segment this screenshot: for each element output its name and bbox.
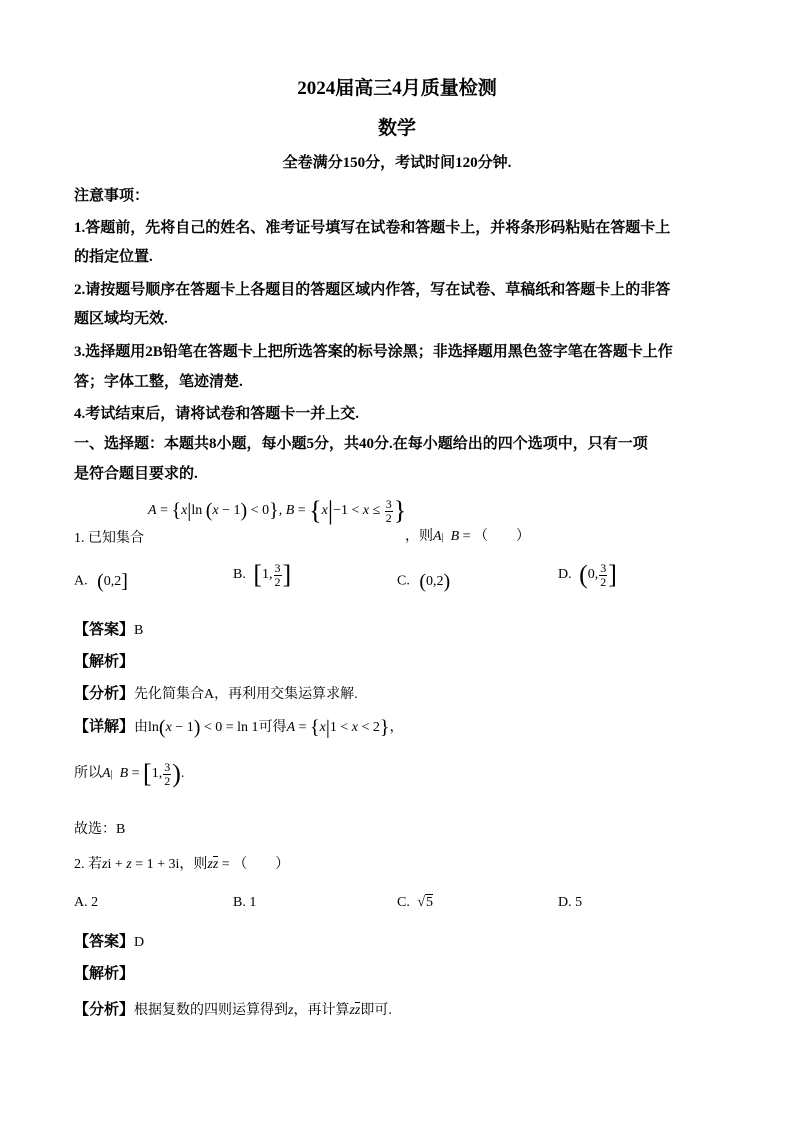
q2-fenxi-b: ，再计算 <box>293 1003 350 1018</box>
q1-option-c <box>397 570 450 593</box>
q1-option-d-label: D. <box>558 567 572 583</box>
q1-option-c-value: (0,2) <box>419 570 451 592</box>
q1-analysis-tag: 【解析】 <box>74 654 135 670</box>
subject-title: 数学 <box>377 118 416 139</box>
q1-answer-tag: 【答案】 <box>74 622 135 638</box>
section-heading-line2: 是符合题目要求的. <box>74 466 198 482</box>
q2-mid: ，则 <box>179 857 208 872</box>
q1-so-prefix: 所以 <box>74 766 102 782</box>
q1-detail-prefix: 由 <box>134 720 149 735</box>
q2-option-b-value: 1 <box>249 895 257 910</box>
q1-suffix: ，则 <box>405 529 433 544</box>
q1-answer <box>74 618 143 639</box>
q2-stem <box>74 853 289 873</box>
q2-prefix: 若 <box>88 857 102 872</box>
notice-item-2-line2: 题区域均无效. <box>74 311 168 327</box>
section-heading-line1: 一、选择题：本题共8小题，每小题5分，共40分.在每小题给出的四个选项中，只有一项 <box>74 436 648 452</box>
q2-option-b-label: B. <box>233 895 246 910</box>
q2-target: zz = <box>207 857 234 872</box>
q2-option-a-value: 2 <box>91 895 99 910</box>
q2-option-c <box>397 895 433 911</box>
notice-item-3-line1: 3.选择题用2B铅笔在答题卡上把所选答案的标号涂黑；非选择题用黑色签字笔在答题卡上作 <box>74 344 673 360</box>
q1-so <box>74 759 184 789</box>
q1-option-b <box>233 560 291 590</box>
q1-option-b-label: B. <box>233 567 246 583</box>
notice-item-1-line1: 1.答题前，先将自己的姓名、准考证号填写在试卷和答题卡上，并将条形码粘贴在答题卡上 <box>74 220 671 236</box>
q1-option-d <box>558 560 617 590</box>
notice-heading: 注意事项： <box>74 188 150 204</box>
q1-detail-mid: 可得 <box>258 720 287 735</box>
q1-fenxi <box>74 682 358 703</box>
page-title: 2024届高三4月质量检测 <box>297 78 497 99</box>
q2-option-d <box>558 895 582 911</box>
q1-detail-set: A = {x|1 < x < 2} <box>286 716 390 739</box>
q1-prefix: 已知集合 <box>88 531 144 546</box>
q1-option-b-value: [1, $\frac{3}{2}$ ] <box>253 560 292 589</box>
q2-answer <box>74 930 144 951</box>
q1-number: 1. <box>74 531 85 546</box>
q1-detail-eq: ln(x − 1) < 0 = ln 1 <box>148 716 259 739</box>
q1-stem-tail: ，则A| B = （ ） <box>405 529 531 544</box>
q1-answer-value: B <box>134 623 144 638</box>
notice-item-1-line2: 的指定位置. <box>74 249 153 265</box>
q2-fenxi-var: z <box>288 1003 294 1018</box>
q1-blank: （ ） <box>474 529 531 544</box>
q1-option-d-value: (0, $\frac{3}{2}$ ] <box>579 560 617 589</box>
q1-option-a <box>74 570 128 593</box>
q1-fenxi-text: 先化简集合A，再利用交集运算求解. <box>134 687 358 702</box>
q2-option-c-value: √5 <box>417 895 434 910</box>
q1-option-c-label: C. <box>397 573 410 589</box>
q2-option-d-label: D. <box>558 895 572 910</box>
q1-set-a: A = {x|ln (x − 1) < 0} <box>148 499 279 522</box>
q2-answer-value: D <box>134 935 145 950</box>
q2-analysis-tag: 【解析】 <box>74 966 135 982</box>
q1-so-end: . <box>180 766 185 782</box>
q1-choice: 故选：B <box>74 822 126 837</box>
q1-stem <box>74 527 144 547</box>
q1-option-a-label: A. <box>74 573 88 589</box>
q2-fenxi-tag: 【分析】 <box>74 1002 135 1018</box>
notice-item-4-line1: 4.考试结束后，请将试卷和答题卡一并上交. <box>74 406 360 422</box>
q2-option-a <box>74 895 98 911</box>
q2-fenxi <box>74 998 392 1019</box>
q2-answer-tag: 【答案】 <box>74 934 135 950</box>
notice-item-2-line1: 2.请按题号顺序在答题卡上各题目的答题区域内作答，写在试卷、草稿纸和答题卡上的非答 <box>74 282 671 298</box>
q2-option-d-value: 5 <box>575 895 583 910</box>
q2-fenxi-c: 即可. <box>360 1003 392 1018</box>
q2-number: 2. <box>74 857 85 872</box>
q2-equation: zi + z = 1 + 3i <box>102 857 180 872</box>
q2-option-c-label: C. <box>397 895 410 910</box>
q1-so-expr: A| B = [1, $\frac{3}{2}$ ) <box>102 759 181 788</box>
q1-detail <box>74 715 404 739</box>
q2-option-a-label: A. <box>74 895 88 910</box>
notice-item-3-line2: 答；字体工整，笔迹清楚. <box>74 374 243 390</box>
q2-blank: （ ） <box>233 857 290 872</box>
exam-info: 全卷满分150分，考试时间120分钟. <box>282 155 512 171</box>
q2-option-b <box>233 895 256 911</box>
q1-sets: A = {x|ln (x − 1) < 0}, B = {x|−1 < x ≤ $\frac{3}{2}$ } <box>148 496 407 525</box>
q1-option-a-value: (0,2] <box>97 570 128 592</box>
q2-fenxi-a: 根据复数的四则运算得到 <box>134 1003 289 1018</box>
q1-detail-tag: 【详解】 <box>74 719 135 735</box>
q1-detail-end: ， <box>389 720 404 735</box>
q2-fenxi-expr: zz <box>349 1003 361 1018</box>
q1-set-b: B = {x|−1 < x ≤ $\frac{3}{2}$ } <box>285 496 407 525</box>
q1-fenxi-tag: 【分析】 <box>74 686 135 702</box>
